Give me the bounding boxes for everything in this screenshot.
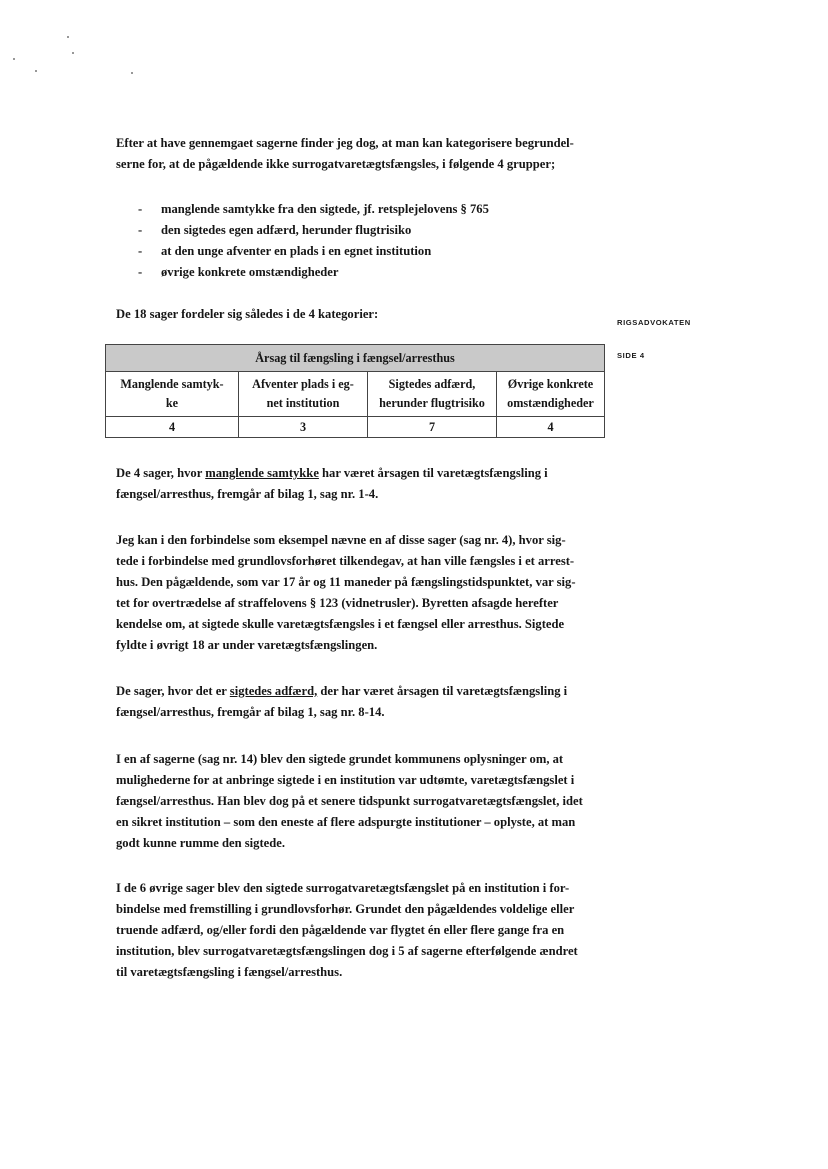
table-cell: 7	[368, 417, 497, 438]
underlined-term: manglende samtykke	[205, 466, 319, 480]
text-line: bindelse med fremstilling i grundlovsforhør. Grundet den pågældendes voldelige eller	[116, 902, 575, 916]
text-line: godt kunne rumme den sigtede.	[116, 836, 285, 850]
scan-speck	[35, 70, 37, 72]
text-line: tede i forbindelse med grundlovsforhøret tilkendegav, at han ville fængsles i et arrest-	[116, 554, 575, 568]
header-line: Afventer plads i eg-	[252, 377, 354, 391]
paragraph-consent	[116, 463, 598, 505]
header-line: ke	[165, 396, 179, 410]
text-run: De sager, hvor det er	[116, 684, 230, 698]
text-line: institution, blev surrogatvaretægtsfængslingen dog i 5 af sagerne efterfølgende ændret	[116, 944, 578, 958]
list-item	[138, 241, 489, 262]
bullet-dash: -	[138, 223, 143, 237]
bullet-dash: -	[138, 265, 143, 279]
table-cell: 3	[239, 417, 368, 438]
table-header-cell	[368, 372, 497, 417]
text-line: fyldte i øvrigt 18 ar under varetægtsfængslingen.	[116, 638, 378, 652]
scan-speck	[13, 58, 15, 60]
table-header-row	[106, 372, 605, 417]
text-line: I en af sagerne (sag nr. 14) blev den sigtede grundet kommunens oplysninger om, at	[116, 752, 564, 766]
text-line: en sikret institution – som den eneste af flere adspurgte institutioner – oplyste, at man	[116, 815, 576, 829]
table-header-cell	[106, 372, 239, 417]
header-line: Øvrige konkrete	[507, 377, 594, 391]
text-line: fængsel/arresthus, fremgår af bilag 1, sag nr. 1-4.	[116, 487, 379, 501]
header-line: herunder flugtrisiko	[379, 396, 485, 410]
scan-speck	[131, 72, 133, 74]
scan-speck	[72, 52, 74, 54]
text-run: har været årsagen til varetægtsfængsling i	[318, 466, 548, 480]
header-line: omstændigheder	[507, 396, 594, 410]
list-item	[138, 262, 489, 283]
paragraph-conduct	[116, 681, 598, 723]
text-line: I de 6 øvrige sager blev den sigtede surrogatvaretægtsfængslet på en institution i for-	[116, 881, 570, 895]
text-line: fængsel/arresthus. Han blev dog på et senere tidspunkt surrogatvaretægtsfængslet, idet	[116, 794, 583, 808]
list-item-text: den sigtedes egen adfærd, herunder flugtrisiko	[161, 223, 412, 237]
bullet-dash: -	[138, 244, 143, 258]
text-line: mulighederne for at anbringe sigtede i en institution var udtømte, varetægtsfængslet i	[116, 773, 575, 787]
category-table	[105, 344, 605, 438]
paragraph-example	[116, 530, 598, 656]
table-title: Årsag til fængsling i fængsel/arresthus	[106, 345, 605, 372]
text-line: serne for, at de pågældende ikke surrogatvaretægtsfængsles, i følgende 4 grupper;	[116, 157, 556, 171]
text-run: der har været årsagen til varetægtsfængsling i	[317, 684, 568, 698]
text-run: De 4 sager, hvor	[116, 466, 206, 480]
sidebar-org: RIGSADVOKATEN	[617, 318, 691, 327]
text-line: kendelse om, at sigtede skulle varetægtsfængsles i et fængsel eller arresthus. Sigtede	[116, 617, 565, 631]
list-item-text: manglende samtykke fra den sigtede, jf. retsplejelovens § 765	[161, 202, 489, 216]
table-header-cell	[497, 372, 605, 417]
text-line: Efter at have gennemgaet sagerne finder jeg dog, at man kan kategorisere begrundel-	[116, 136, 574, 150]
underlined-term: sigtedes adfærd,	[229, 684, 318, 698]
text-line	[116, 681, 598, 702]
text-line: til varetægtsfængsling i fængsel/arresthus.	[116, 965, 343, 979]
bullet-dash: -	[138, 202, 143, 216]
table-cell: 4	[106, 417, 239, 438]
paragraph-other-cases	[116, 878, 598, 983]
text-line: truende adfærd, og/eller fordi den pågældende var flygtet én eller flere gange fra en	[116, 923, 565, 937]
intro-paragraph	[116, 133, 598, 175]
text-line: De 18 sager fordeler sig således i de 4 kategorier:	[116, 307, 379, 321]
scan-speck	[67, 36, 69, 38]
list-item	[138, 220, 489, 241]
list-item-text: øvrige konkrete omstændigheder	[161, 265, 339, 279]
text-line	[116, 463, 598, 484]
category-list	[138, 199, 489, 283]
header-line: Manglende samtyk-	[120, 377, 224, 391]
text-line: hus. Den pågældende, som var 17 år og 11 maneder på fængslingstidspunktet, var sig-	[116, 575, 576, 589]
table-cell: 4	[497, 417, 605, 438]
table-row	[106, 417, 605, 438]
list-item-text: at den unge afventer en plads i en egnet institution	[161, 244, 432, 258]
paragraph-case-14	[116, 749, 598, 854]
header-line: Sigtedes adfærd,	[388, 377, 476, 391]
table-header-cell	[239, 372, 368, 417]
text-line: tet for overtrædelse af straffelovens § 123 (vidnetrusler). Byretten afsagde herefter	[116, 596, 559, 610]
header-line: net institution	[266, 396, 340, 410]
text-line: fængsel/arresthus, fremgår af bilag 1, sag nr. 8-14.	[116, 705, 385, 719]
sidebar-page-number: SIDE 4	[617, 351, 645, 360]
list-item	[138, 199, 489, 220]
text-line: Jeg kan i den forbindelse som eksempel nævne en af disse sager (sag nr. 4), hvor sig-	[116, 533, 566, 547]
distribution-intro	[116, 304, 598, 325]
